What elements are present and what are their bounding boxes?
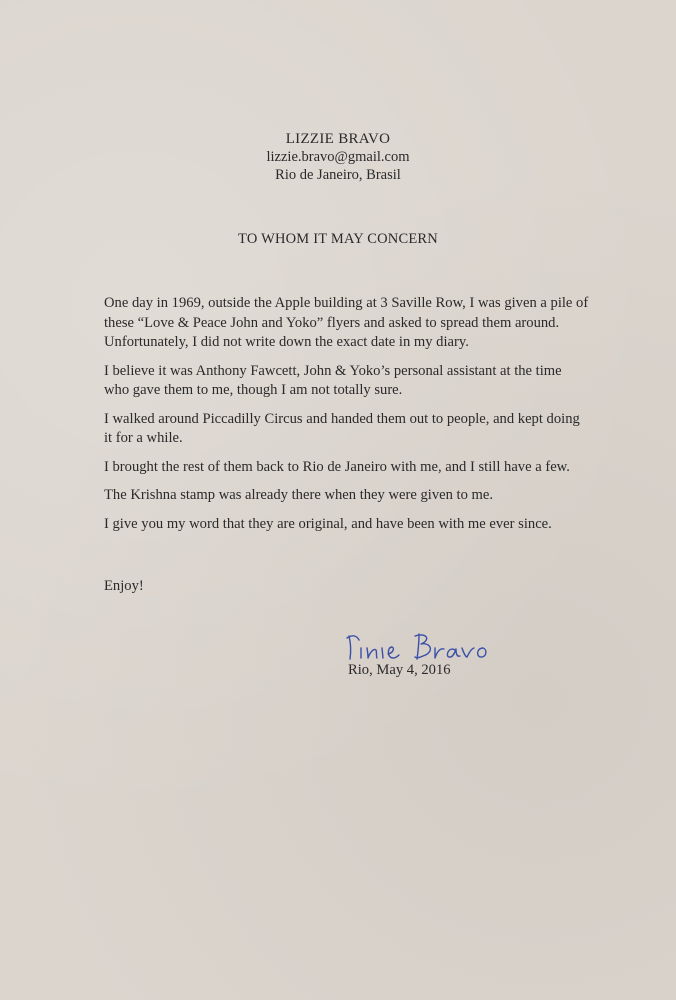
text-line: these “Love & Peace John and Yoko” flyers and asked to spread them around. xyxy=(104,314,560,331)
paragraph xyxy=(104,362,584,401)
text-line: who gave them to me, though I am not totally sure. xyxy=(104,382,403,398)
paragraph xyxy=(104,294,589,353)
text-line: I brought the rest of them back to Rio de Janeiro with me, and I still have a few. xyxy=(104,458,570,475)
letterhead-location: Rio de Janeiro, Brasil xyxy=(275,167,401,183)
paragraph xyxy=(104,458,584,478)
date-line: Rio, May 4, 2016 xyxy=(348,662,451,678)
letterhead-email: lizzie.bravo@gmail.com xyxy=(266,149,410,165)
text-line: I walked around Piccadilly Circus and handed them out to people, and kept doing xyxy=(104,410,580,427)
paragraph xyxy=(104,515,584,535)
text-line: Unfortunately, I did not write down the exact date in my diary. xyxy=(104,334,469,350)
text-line: it for a while. xyxy=(104,430,183,446)
handwritten-signature xyxy=(345,628,515,666)
paragraph xyxy=(104,486,584,506)
letterhead-name: LIZZIE BRAVO xyxy=(285,131,391,147)
text-line: The Krishna stamp was already there when they were given to me. xyxy=(104,487,494,503)
paragraph xyxy=(104,410,584,449)
salutation: TO WHOM IT MAY CONCERN xyxy=(238,231,438,247)
letterhead xyxy=(0,130,676,184)
text-line: I give you my word that they are original, and have been with me ever since. xyxy=(104,515,552,532)
letter-body xyxy=(104,294,589,543)
text-line: One day in 1969, outside the Apple building at 3 Saville Row, I was given a pile of xyxy=(104,295,589,311)
text-line: I believe it was Anthony Fawcett, John & Yoko’s personal assistant at the time xyxy=(104,362,562,379)
closing: Enjoy! xyxy=(104,578,144,594)
